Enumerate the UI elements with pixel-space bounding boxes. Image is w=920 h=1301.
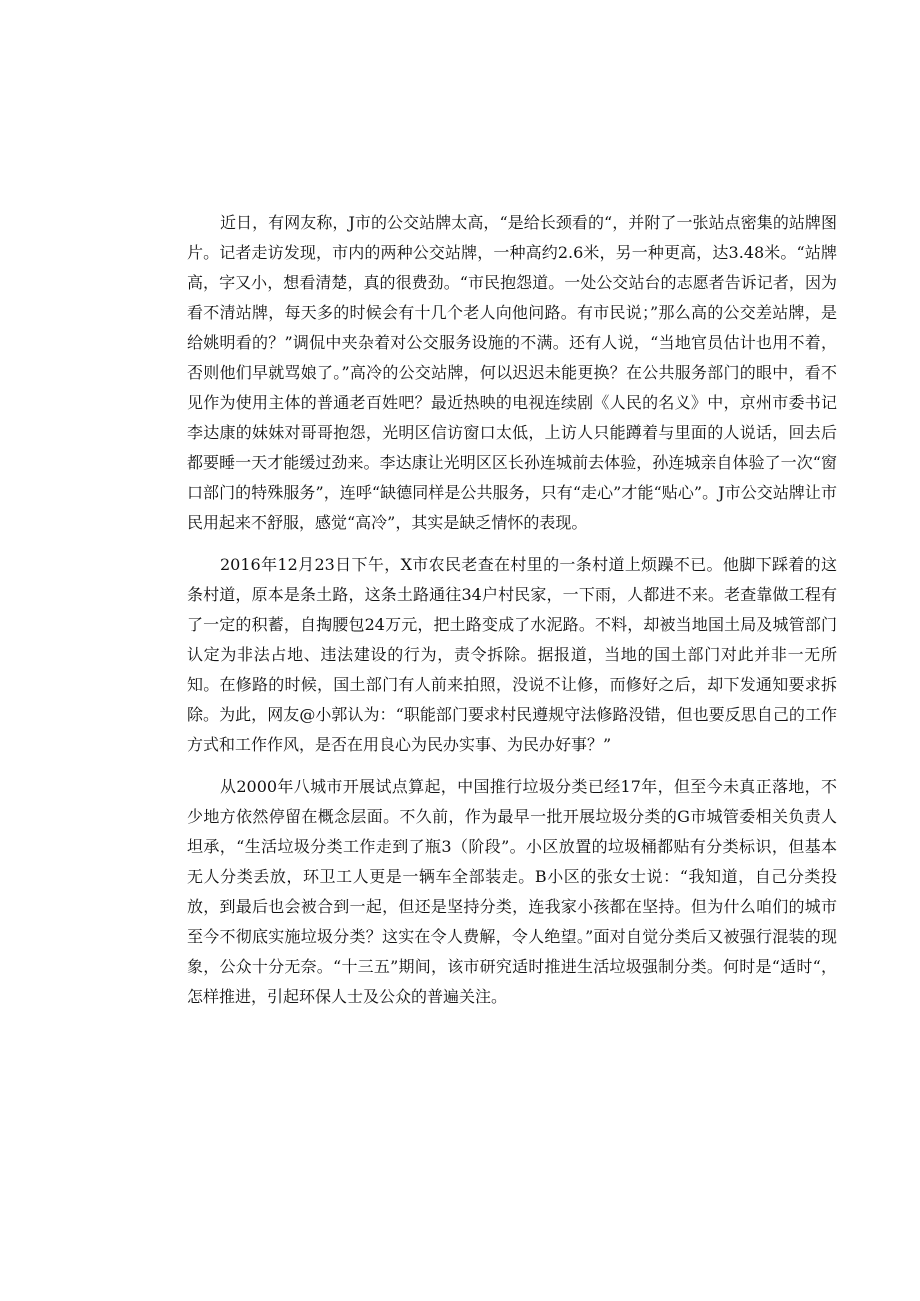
paragraph-bus-stop-signs: 近日，有网友称，J市的公交站牌太高，“是给长颈看的“，并附了一张站点密集的站牌图片。记者走访发现，市内的两种公交站牌，一种高约2.6米，另一种更高，达3.48米。“站牌高，字又小，想看清楚，真的很费劲。“市民抱怨道。一处公交站台的志愿者告诉记者，因为看不清站牌，每天多的时候会有十几个老人向他问路。有市民说；”那么高的公交差站牌，是给姚明看的？”调侃中夹杂着对公交服务设施的不满。还有人说，“当地官员估计也用不着，否则他们早就骂娘了。”高冷的公交站牌，何以迟迟未能更换？在公共服务部门的眼中，看不见作为使用主体的普通老百姓吧？最近热映的电视连续剧《人民的名义》中，京州市委书记李达康的妹妹对哥哥抱怨，光明区信访窗口太低，上访人只能蹲着与里面的人说话，回去后都要睡一天才能缓过劲来。李达康让光明区区长孙连城前去体验，孙连城亲自体验了一次“窗口部门的特殊服务”，连呼“缺德同样是公共服务，只有“走心”才能“贴心”。J市公交站牌让市民用起来不舒服，感觉“高冷”，其实是缺乏情怀的表现。 [187, 213, 837, 532]
paragraph-village-road: 2016年12月23日下午，X市农民老查在村里的一条村道上烦躁不已。他脚下踩着的这条村道，原本是条土路，这条土路通往34户村民家，一下雨，人都进不来。老查靠做工程有了一定的积蓄，自掏腰包24万元，把土路变成了水泥路。不料，却被当地国土局及城管部门认定为非法占地、违法建设的行为，责令拆除。据报道，当地的国土部门对此并非一无所知。在修路的时候，国土部门有人前来拍照，没说不让修，而修好之后，却下发通知要求拆除。为此，网友@小郭认为：“职能部门要求村民遵规守法修路没错，但也要反思自己的工作方式和工作作风，是否在用良心为民办实事、为民办好事？” [187, 555, 837, 754]
document-page [187, 208, 837, 1012]
paragraph-garbage-sorting: 从2000年八城市开展试点算起，中国推行垃圾分类已经17年，但至今未真正落地，不少地方依然停留在概念层面。不久前，作为最早一批开展垃圾分类的G市城管委相关负责人坦承，“生活垃圾分类工作走到了瓶3（阶段”。小区放置的垃圾桶都贴有分类标识，但基本无人分类丢放，环卫工人更是一辆车全部装走。B小区的张女士说：“我知道，自己分类投放，到最后也会被合到一起，但还是坚持分类，连我家小孩都在坚持。但为什么咱们的城市至今不彻底实施垃圾分类？这实在令人费解，令人绝望。”面对自觉分类后又被强行混装的现象，公众十分无奈。“十三五”期间，该市研究适时推进生活垃圾强制分类。何时是“适时“，怎样推进，引起环保人士及公众的普遍关注。 [187, 777, 837, 1006]
